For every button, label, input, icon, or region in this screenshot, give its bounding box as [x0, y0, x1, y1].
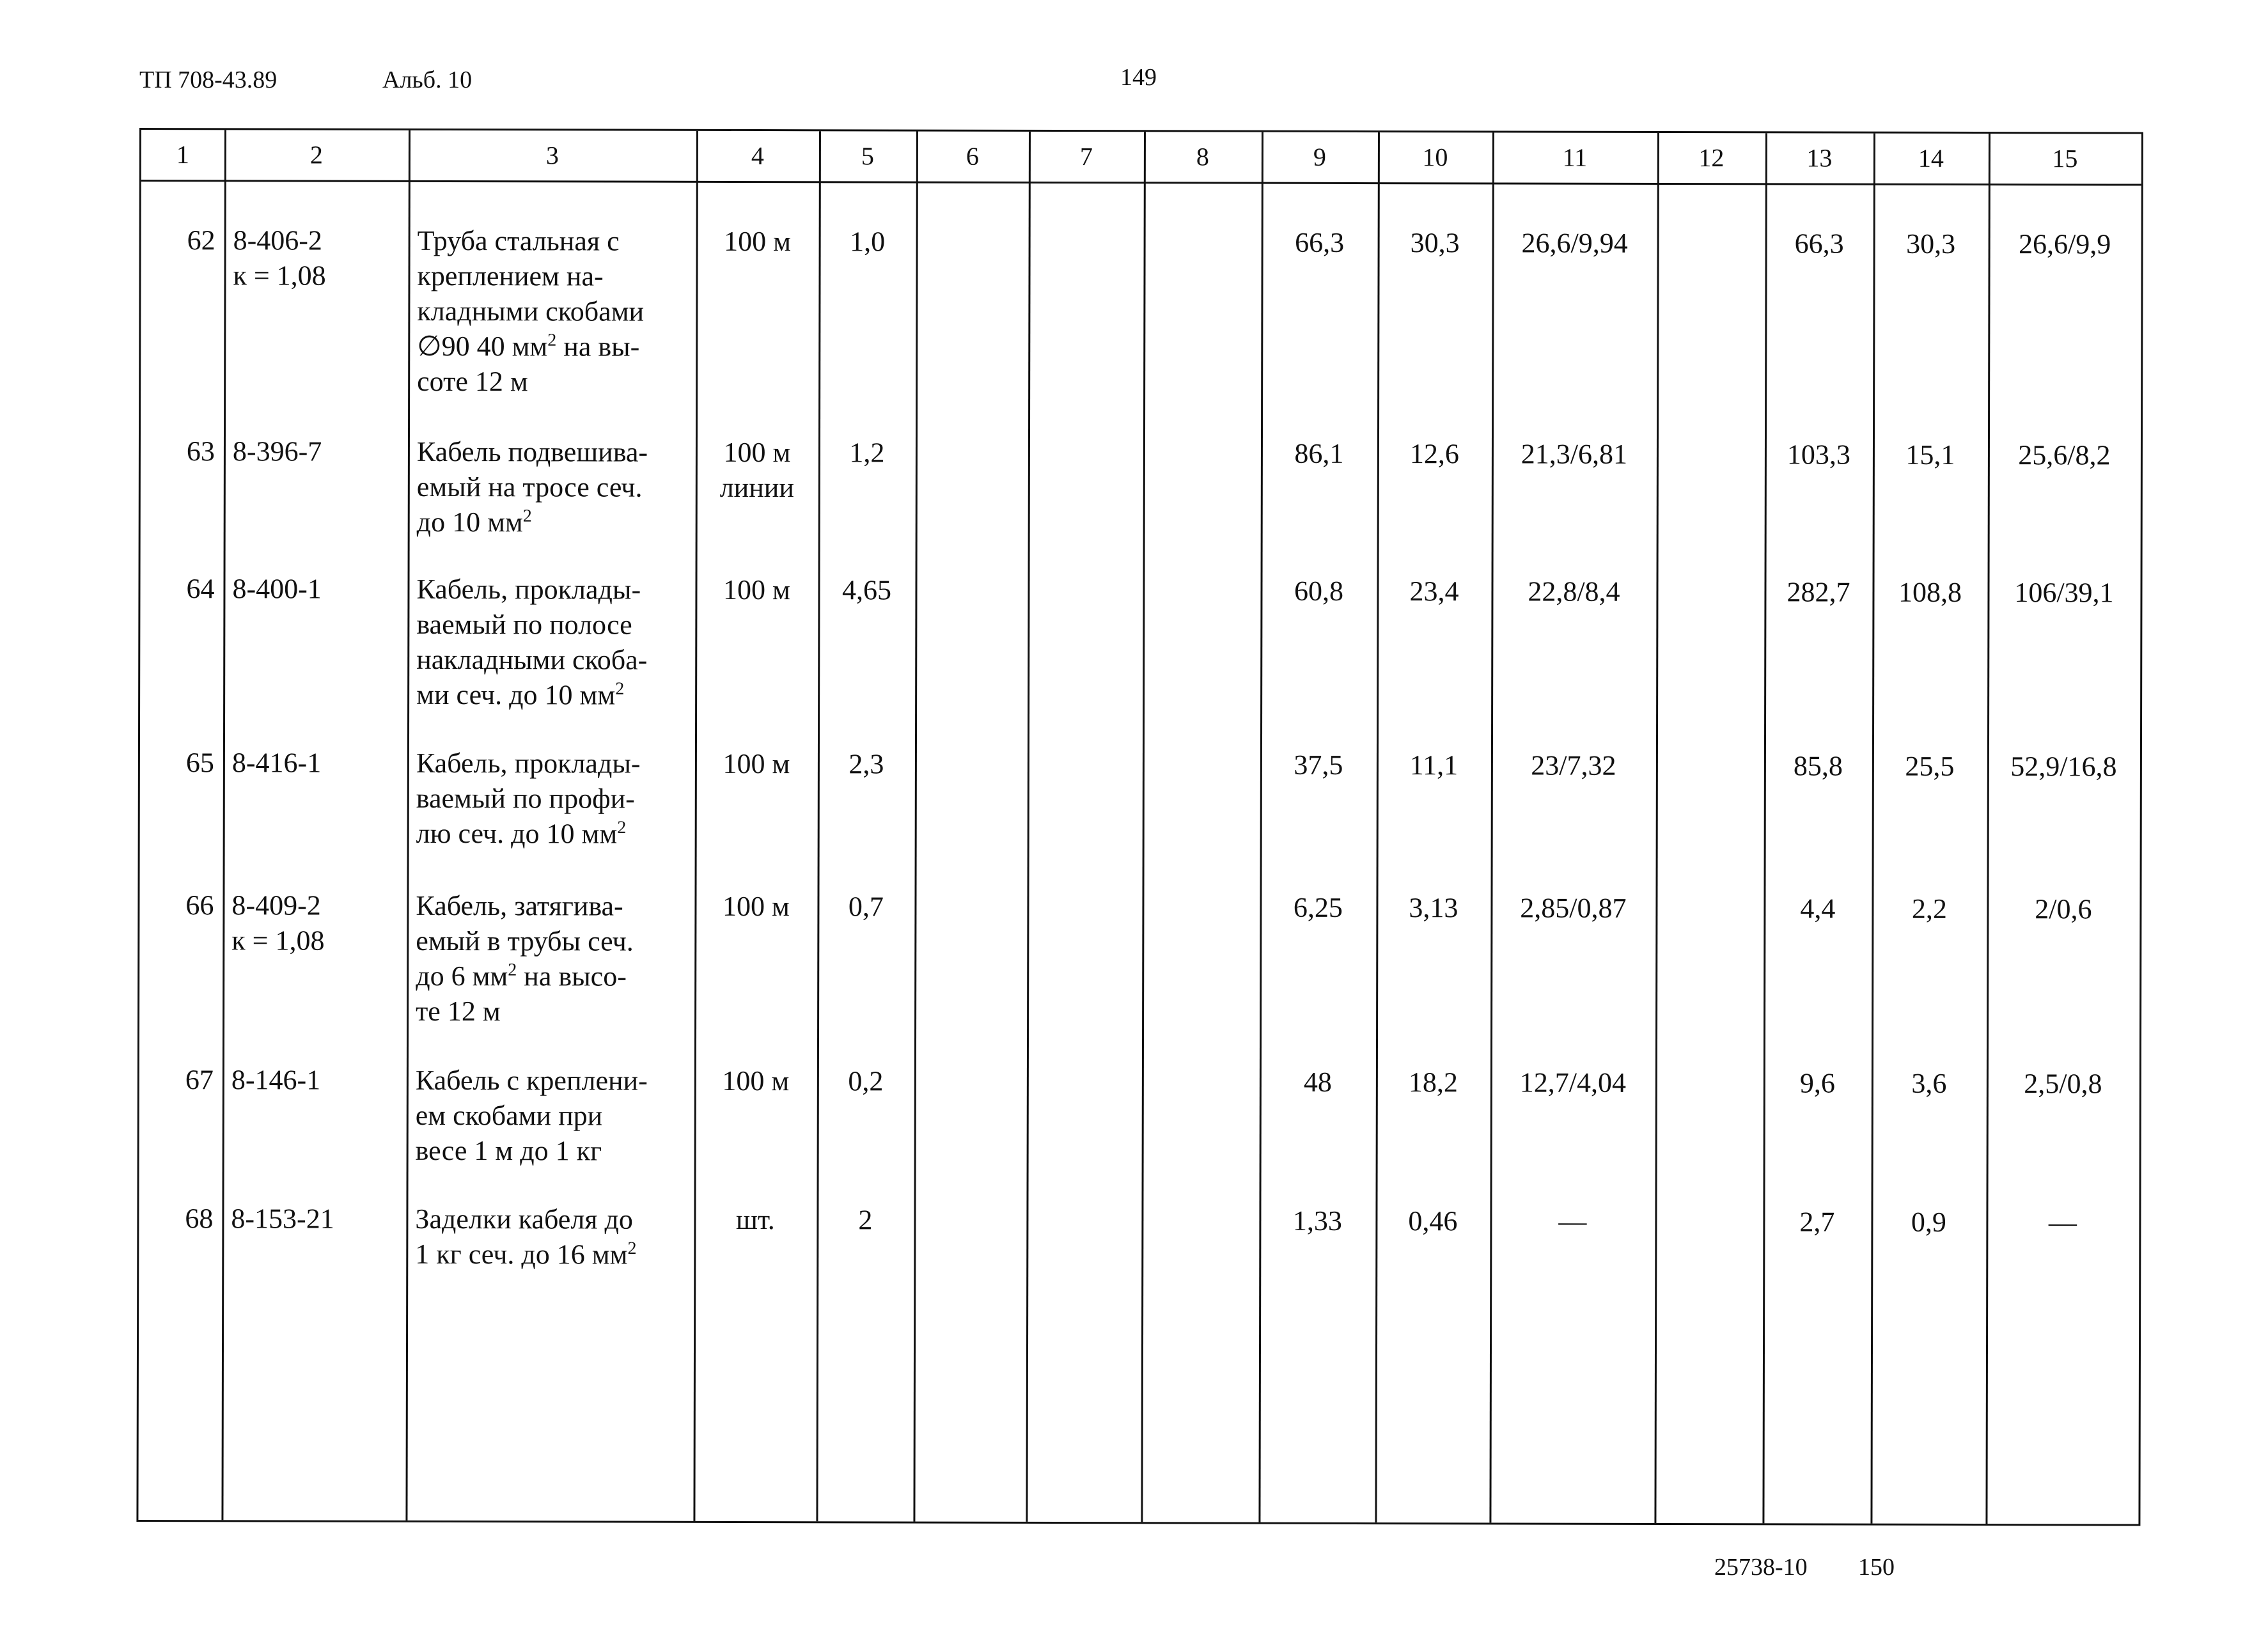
cell-code [233, 434, 399, 469]
cell-code-line: 8-406-2 [233, 224, 322, 256]
cell-c10: 12,6 [1409, 438, 1459, 470]
cell-desc-line: соте 12 м [417, 365, 528, 398]
cell-code [232, 571, 398, 607]
column-divider [1985, 134, 1990, 1524]
cell-c14: 15,1 [1905, 439, 1955, 471]
cell-code-line: 8-416-1 [231, 747, 322, 779]
column-header: 7 [1079, 142, 1093, 171]
cell-c10: 30,3 [1410, 227, 1460, 259]
cell-desc-line: Кабель с креплени- [415, 1064, 648, 1097]
cell-c9: 48 [1303, 1066, 1332, 1098]
cell-c14: 0,9 [1911, 1206, 1946, 1238]
cell-desc-line: лю сеч. до 10 $мм^2$ [416, 817, 627, 850]
cell-unit-line: 100 м [723, 436, 791, 469]
column-header: 6 [966, 141, 979, 171]
cell-desc-line: до 6 $мм^2$ на высо- [416, 960, 627, 992]
cell-c11: 22,8/8,4 [1528, 575, 1620, 607]
column-divider [693, 131, 698, 1521]
cell-c11: 2,85/0,87 [1520, 892, 1627, 924]
cell-c10: 3,13 [1409, 892, 1459, 924]
column-divider [1141, 132, 1146, 1522]
cell-code [231, 887, 398, 958]
cell-unit-line: 100 м [722, 890, 790, 923]
cell-desc-line: Кабель, проклады- [416, 747, 641, 779]
cell-no: 62 [187, 224, 215, 256]
cell-desc [417, 223, 687, 400]
column-header: 15 [2052, 144, 2078, 173]
cell-desc [415, 1201, 685, 1272]
column-divider [1489, 132, 1494, 1522]
column-header: 10 [1422, 143, 1448, 172]
column-header: 12 [1698, 143, 1724, 173]
cell-desc-line: емый в трубы сеч. [416, 925, 634, 957]
cell-code-line: 8-396-7 [232, 435, 322, 467]
cell-unit-line: 100 м [724, 225, 792, 258]
column-divider [1762, 133, 1767, 1523]
cell-c11: 21,3/6,81 [1521, 438, 1628, 470]
cell-c14: 25,5 [1905, 750, 1955, 782]
column-divider [1870, 134, 1875, 1524]
cell-desc-line: емый на тросе сеч. [416, 471, 643, 503]
cell-c13: 4,4 [1800, 893, 1836, 925]
cell-desc-line: те 12 м [416, 995, 501, 1028]
cell-unit-line: 100 м [723, 747, 790, 780]
cell-desc-line: весе 1 м до 1 кг [415, 1134, 602, 1167]
cell-c15: 106/39,1 [2014, 577, 2114, 609]
cell-code-line: 8-400-1 [232, 573, 322, 605]
cell-desc-line: до 10 $мм^2$ [416, 506, 532, 538]
cell-c11: 23/7,32 [1531, 749, 1616, 781]
cell-desc-line: 1 кг сеч. до 16 $мм^2$ [415, 1238, 637, 1270]
cell-c9: 60,8 [1294, 575, 1344, 607]
cell-c9: 66,3 [1295, 226, 1345, 258]
cell-no: 66 [185, 889, 214, 921]
cell-c10: 11,1 [1409, 749, 1459, 781]
cell-code-line: 8-146-1 [231, 1064, 321, 1096]
column-divider [1654, 133, 1659, 1523]
cell-desc [416, 1063, 685, 1169]
cell-c11: 12,7/4,04 [1519, 1067, 1627, 1098]
cell-c9: 6,25 [1293, 891, 1343, 923]
cell-unit-line: шт. [735, 1203, 775, 1236]
footer-document-code: 25738-10 [1714, 1554, 1808, 1581]
cell-desc-line: ∅90 40 $мм^2$ на вы- [417, 330, 640, 363]
cell-unit [705, 435, 809, 505]
cell-code [231, 1062, 398, 1098]
page-number: 149 [1120, 64, 1157, 91]
cell-desc-line: Труба стальная с [417, 224, 620, 257]
cell-unit-line: 100 м [722, 1065, 790, 1097]
cell-c14: 108,8 [1898, 576, 1962, 608]
cell-desc [416, 572, 686, 713]
cell-desc-line: Кабель, проклады- [416, 573, 641, 606]
cell-c9: 86,1 [1294, 437, 1344, 469]
cell-c15: 52,9/16,8 [2010, 751, 2117, 783]
column-divider [1375, 132, 1380, 1522]
cell-code [232, 745, 398, 781]
cell-code [233, 223, 399, 293]
cell-desc-line: кладными скобами [417, 295, 645, 327]
cell-c9: 37,5 [1294, 749, 1343, 781]
cell-code-line: 8-409-2 [231, 889, 321, 921]
cell-no: 65 [185, 747, 214, 779]
cell-qty: 0,7 [848, 891, 884, 923]
cell-c13: 2,7 [1799, 1206, 1835, 1238]
cell-code-line: к = 1,08 [233, 260, 326, 292]
column-header: 14 [1918, 143, 1944, 173]
cell-desc-line: Заделки кабеля до [415, 1203, 634, 1235]
cell-desc [416, 746, 686, 852]
column-header: 5 [861, 141, 874, 171]
cell-no: 67 [185, 1064, 214, 1096]
column-header: 1 [176, 140, 189, 169]
footer-page-number: 150 [1858, 1554, 1895, 1581]
cell-qty: 4,65 [841, 574, 892, 606]
cell-desc-line: ми сеч. до 10 $мм^2$ [416, 678, 625, 711]
cell-c15: 2/0,6 [2035, 893, 2092, 925]
cell-unit [704, 572, 809, 607]
cell-c9: 1,33 [1292, 1205, 1342, 1237]
column-divider [1026, 132, 1031, 1522]
cell-c10: 18,2 [1408, 1067, 1458, 1098]
cell-c15: 2,5/0,8 [2024, 1068, 2102, 1100]
column-header: 11 [1562, 143, 1588, 172]
cell-c13: 282,7 [1787, 576, 1850, 608]
cell-c13: 66,3 [1794, 228, 1844, 260]
cell-c15: 25,6/8,2 [2018, 439, 2111, 471]
cell-code-line: к = 1,08 [231, 925, 325, 957]
cell-c14: 30,3 [1906, 228, 1956, 260]
cell-c13: 103,3 [1787, 439, 1850, 471]
document-code: ТП 708-43.89 [139, 66, 278, 93]
cell-desc-line: Кабель, затягива- [416, 889, 623, 922]
cell-desc-line: креплением на- [417, 260, 604, 292]
cell-desc-line: ем скобами при [415, 1099, 603, 1132]
cell-no: 64 [186, 573, 215, 605]
cell-unit [703, 889, 808, 924]
cell-unit-line: 100 м [723, 574, 790, 606]
column-header: 9 [1313, 142, 1326, 171]
cell-desc [417, 434, 687, 540]
column-divider [1258, 132, 1263, 1522]
cell-unit [705, 224, 810, 259]
column-header: 2 [309, 140, 323, 169]
estimate-table [136, 128, 2143, 1526]
cell-no: 63 [186, 435, 215, 467]
cell-desc [416, 888, 685, 1029]
cell-c13: 85,8 [1793, 750, 1843, 782]
cell-unit-line: линии [719, 471, 794, 504]
cell-c14: 3,6 [1911, 1067, 1947, 1099]
cell-qty: 1,0 [850, 226, 886, 258]
cell-c11: — [1558, 1205, 1587, 1237]
cell-c10: 0,46 [1408, 1205, 1458, 1237]
column-header: 8 [1196, 142, 1209, 171]
column-divider [221, 130, 226, 1520]
column-divider [405, 130, 411, 1520]
column-divider [816, 131, 821, 1521]
cell-qty: 1,2 [849, 437, 885, 469]
cell-desc-line: ваемый по профи- [416, 782, 635, 815]
cell-unit [703, 1063, 808, 1098]
cell-c10: 23,4 [1409, 575, 1459, 607]
cell-desc-line: накладными скоба- [416, 643, 648, 676]
cell-c14: 2,2 [1911, 893, 1947, 925]
cell-unit [703, 1202, 808, 1237]
cell-no: 68 [185, 1203, 214, 1235]
table-header-row [141, 130, 2141, 186]
cell-unit [704, 746, 809, 781]
column-divider [913, 132, 918, 1522]
column-header: 3 [545, 141, 559, 170]
cell-desc-line: ваемый по полосе [416, 608, 632, 641]
cell-c11: 26,6/9,94 [1521, 227, 1628, 259]
cell-qty: 0,2 [848, 1065, 884, 1097]
cell-c13: 9,6 [1799, 1067, 1835, 1099]
cell-c15: 26,6/9,9 [2018, 228, 2111, 260]
cell-desc-line: Кабель подвешива- [416, 435, 648, 468]
cell-code [231, 1201, 397, 1237]
cell-c15: — [2048, 1207, 2077, 1239]
cell-qty: 2,3 [849, 748, 884, 780]
cell-qty: 2 [858, 1204, 873, 1236]
cell-code-line: 8-153-21 [231, 1203, 334, 1235]
column-header: 4 [751, 141, 764, 171]
album-number: Альб. 10 [382, 66, 473, 93]
column-header: 13 [1806, 143, 1833, 173]
